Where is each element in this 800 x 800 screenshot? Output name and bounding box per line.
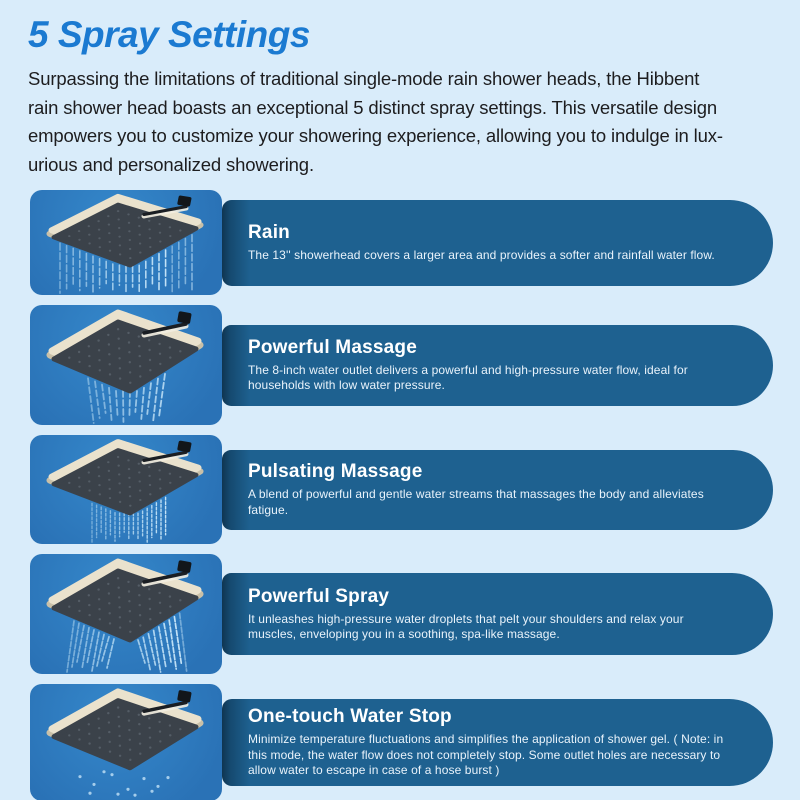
setting-description: The 8-inch water outlet delivers a powerful and high-pressure water flow, ideal for households with low water pressure. <box>248 362 688 392</box>
spray-setting-row-one-touch-water-stop <box>30 684 773 800</box>
showerhead-photo-tile <box>30 684 222 800</box>
setting-description: Minimize temperature fluctuations and simplifies the application of shower gel. ( Note: in this mode, the water flow does not completely stop. Some outlet holes are necessary to allow water to escape in case of a hose burst ) <box>248 732 724 778</box>
spray-setting-row-pulsating-massage <box>30 435 773 544</box>
intro-paragraph <box>28 65 772 179</box>
setting-title: Pulsating Massage <box>248 461 423 482</box>
showerhead-water-illustration <box>30 305 222 425</box>
intro-line-4: urious and personalized showering. <box>28 153 314 175</box>
showerhead-water-illustration <box>30 435 222 544</box>
page-title: 5 Spray Settings <box>28 14 310 55</box>
showerhead-photo-tile <box>30 435 222 544</box>
setting-description: It unleashes high-pressure water droplets that pelt your shoulders and relax your muscles, enveloping you in a soothing, spa-like massage. <box>248 611 684 641</box>
setting-banner <box>222 200 773 286</box>
showerhead-photo-tile <box>30 305 222 425</box>
setting-description: A blend of powerful and gentle water streams that massages the body and alleviates fatigue. <box>248 487 704 517</box>
spray-settings-list <box>30 190 773 800</box>
intro-line-1: Surpassing the limitations of traditional single-mode rain shower heads, the Hibbent <box>28 68 700 89</box>
setting-description: The 13'' showerhead covers a larger area and provides a softer and rainfall water flow. <box>248 247 715 262</box>
spray-setting-row-powerful-spray <box>30 554 773 674</box>
setting-title: Rain <box>248 221 290 243</box>
setting-banner <box>222 450 773 530</box>
setting-banner <box>222 325 773 406</box>
setting-banner <box>222 699 773 786</box>
showerhead-photo-tile <box>30 190 222 295</box>
intro-line-3: empowers you to customize your showering experience, allowing you to indulge in lux- <box>28 125 723 146</box>
showerhead-water-illustration <box>30 190 222 295</box>
showerhead-photo-tile <box>30 554 222 674</box>
setting-banner <box>222 573 773 655</box>
header <box>0 0 800 179</box>
setting-title: Powerful Massage <box>248 336 417 358</box>
showerhead-water-illustration <box>30 554 222 674</box>
spray-setting-row-rain <box>30 190 773 295</box>
spray-setting-row-powerful-massage <box>30 305 773 425</box>
showerhead-water-illustration <box>30 684 222 800</box>
setting-title: Powerful Spray <box>248 585 390 607</box>
intro-line-2: rain shower head boasts an exceptional 5 distinct spray settings. This versatile design <box>28 96 717 118</box>
setting-title: One-touch Water Stop <box>248 706 452 728</box>
